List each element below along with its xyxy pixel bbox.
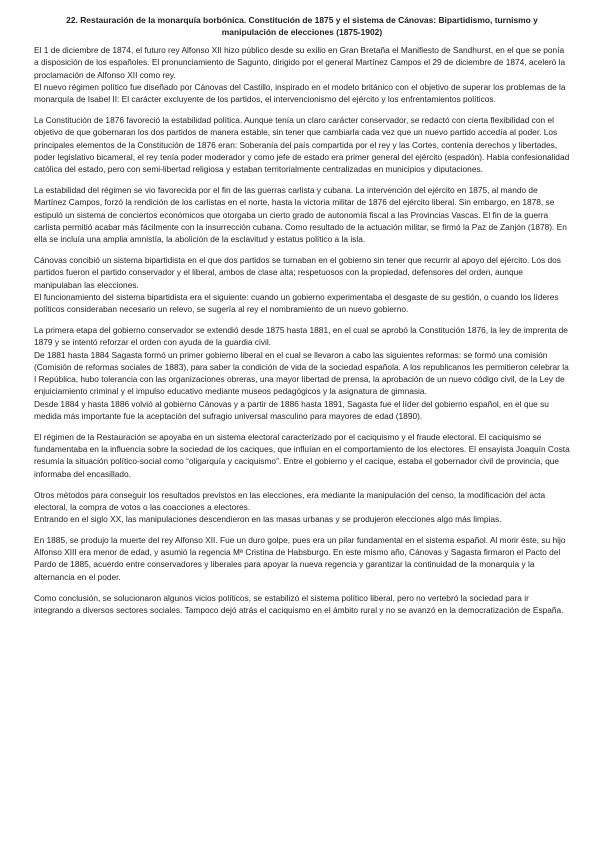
paragraph: El nuevo régimen político fue diseñado por Cánovas del Castillo, inspirado en el modelo británico con el objetivo de superar los problemas de la monarquía de Isabel II: El carácter excluyente de los partidos, el intervencionismo del ejército y los enfrentamientos políticos. — [34, 81, 566, 105]
section-manifiesto-sandhurst — [34, 44, 570, 105]
paragraph: De 1881 hasta 1884 Sagasta formó un primer gobierno liberal en el cual se llevaron a cabo las siguientes reformas: se formó una comisión (Comisión de reformas sociales de 1883), para saber la condición de vida de la sociedad española. A los republicanos les permitieron celebrar la I República, hubo tolerancia con las organizaciones obreras, una mayor libertad de prensa, la aprobación de un nuevo código civil, de la Ley de enjuiciamiento criminal y el impulso educativo mediante museos pedagógicos y la asignatura de gimnasia. — [34, 349, 569, 397]
paragraph: En 1885, se produjo la muerte del rey Alfonso XII. Fue un duro golpe, pues era un pilar fundamental en el sistema español. Al morir éste, su hijo Alfonso XIII era menor de edad, y asumió la regencia Mª Cristina de Habsburgo. En este mismo año, Cánovas y Sagasta firmaron el Pacto del Pardo de 1885, acuerdo entre conservadores y liberales para apoyar la nueva regencia y garantizar la continuidad de la monarquía y la alternancia en el poder. — [34, 534, 566, 582]
section-bipartidismo — [34, 254, 570, 315]
paragraph: Otros métodos para conseguir los resultados previstos en las elecciones, era mediante la manipulación del censo, la modificación del acta electoral, la compra de votos o las coacciones a electores. — [34, 489, 546, 512]
section-constitucion-1876 — [34, 114, 570, 175]
paragraph: El funcionamiento del sistema bipartidista era el siguiente: cuando un gobierno experimentaba el desgaste de su gestión, o cuando los líderes políticos consideraban necesario un relevo, se sugería al rey el nombramiento de un nuevo gobierno. — [34, 291, 559, 315]
document-title: 22. Restauración de la monarquía borbónica. Constitución de 1875 y el sistema de Cánovas: Bipartidismo, turnismo y manipulación de elecciones (1875-1902) — [66, 15, 538, 37]
paragraph: El 1 de diciembre de 1874, el futuro rey Alfonso XII hizo público desde su exilio en Gran Bretaña el Manifiesto de Sandhurst, en el que se ponía a disposición de los españoles. El pronunciamiento de Sagunto, dirigido por el general Martínez Campos el 29 de diciembre de 1874, aceleró la proclamación de Alfonso XII como rey. — [34, 45, 566, 80]
section-regencia — [34, 534, 570, 583]
section-caciquismo — [34, 431, 570, 480]
paragraph: Desde 1884 y hasta 1886 volvió al gobierno Cánovas y a partir de 1886 hasta 1891, Sagasta fue el líder del gobierno español, en el que su medida más importante fue la aceptación del sufragio universal masculino para mayores de edad (1890). — [34, 398, 549, 422]
paragraph: Entrando en el siglo XX, las manipulaciones descendieron en las masas urbanas y se produjeron elecciones algo más limpias. — [34, 514, 502, 525]
paragraph: La Constitución de 1876 favoreció la estabilidad política. Aunque tenía un claro carácter conservador, se redactó con cierta flexibilidad con el objetivo de que gobernaran los dos partidos de manera estable, sin tener que cambiarla cada vez que un nuevo partido accedía al poder. Los principales elementos de la Constitución de 1876 eran: Soberanía del país compartida por el rey y las Cortes, contenía derechos y libertades, poder legislativo bicameral, el rey tenía poder moderador y como jefe de estado era primer general del ejército (espadón). Había confesionalidad católica del estado, pero con semi-libertad religiosa y estaban territorialmente centralizadas en municipios y diputaciones. — [34, 114, 570, 175]
paragraph: Cánovas concibió un sistema bipartidista en el que dos partidos se turnaban en el gobierno sin tener que recurrir al apoyo del ejército. Los dos partidos fueron el partido conservador y el liberal, ambos de clase alta; respetuosos con la propiedad, defensores del orden, aunque manipulaban las elecciones. — [34, 254, 561, 290]
paragraph: La estabilidad del régimen se vio favorecida por el fin de las guerras carlista y cubana. La intervención del ejército en 1875, al mando de Martínez Campos, forzó la rendición de los carlistas en el norte, hasta la victoria militar de 1876 del ejército liberal. Sin embargo, en 1878, se estipuló un sistema de conciertos económicos que otorgaba un cierto grado de autonomía fiscal a las Provincias Vascas. El fin de la guerra carlista permitió acabar más fácilmente con la insurrección cubana. Como resultado de la actuación militar, se firmó la Paz de Zanjón (1878). En ella se incluía una amplia amnistía, la abolición de la esclavitud y estatus político a la isla. — [34, 184, 567, 245]
section-conclusion — [34, 592, 570, 617]
section-fin-guerras — [34, 184, 570, 245]
paragraph: El régimen de la Restauración se apoyaba en un sistema electoral caracterizado por el caciquismo y el fraude electoral. El caciquismo se fundamentaba en la influencia sobre la sociedad de los caciques, que influían en el comportamiento de los electores. El ensayista Joaquín Costa resumía la situación político-social como “oligarquía y caciquismo”. Entre el gobierno y el cacique, estaba el gobernador civil de provincia, que informaba del encasillado. — [34, 431, 570, 479]
section-manipulacion-elecciones — [34, 489, 570, 526]
section-turnismo — [34, 324, 570, 422]
paragraph: La primera etapa del gobierno conservador se extendió desde 1875 hasta 1881, en el cual se aprobó la Constitución 1876, la ley de imprenta de 1879 y se intentó reforzar el orden con ayuda de la guardia civil. — [34, 324, 568, 348]
paragraph: Como conclusión, se solucionaron algunos vicios políticos, se estabilizó el sistema político liberal, pero no vertebró la sociedad para ir integrando a diversos sectores sociales. Tampoco dejó atrás el caciquismo en el ámbito rural y no se avanzó en la democratización de España. — [34, 592, 564, 615]
